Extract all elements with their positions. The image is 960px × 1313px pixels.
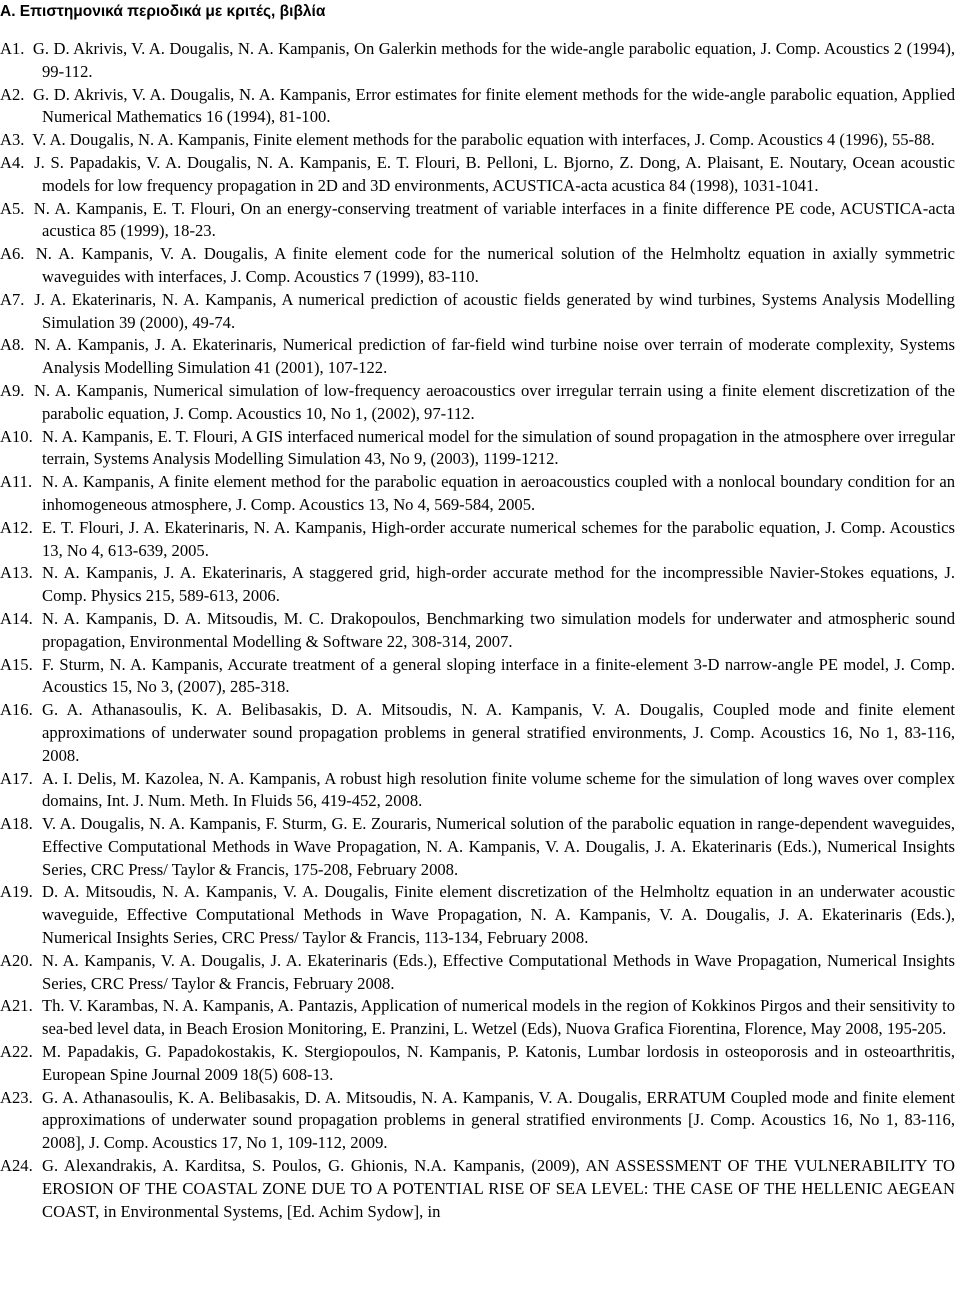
reference-number: A13.: [0, 563, 33, 583]
reference-number: A21.: [0, 996, 33, 1016]
reference-item: [0, 768, 955, 814]
reference-text: N. A. Kampanis, Numerical simulation of low-frequency aeroacoustics over irregular terrain using a finite element discretization of the parabolic equation, J. Comp. Acoustics 10, No 1, (2002), 97-112.: [33, 380, 955, 423]
reference-item: [0, 1087, 955, 1155]
reference-text: G. D. Akrivis, V. A. Dougalis, N. A. Kampanis, Error estimates for finite element methods for the wide-angle parabolic equation, Applied Numerical Mathematics 16 (1994), 81-100.: [33, 84, 955, 127]
reference-item: [0, 813, 955, 881]
reference-list: [0, 38, 955, 1223]
reference-text: N. A. Kampanis, J. A. Ekaterinaris, Numerical prediction of far-field wind turbine noise over terrain of moderate complexity, Systems Analysis Modelling Simulation 41 (2001), 107-122.: [34, 335, 955, 378]
reference-item: [0, 1155, 955, 1223]
reference-text: G. A. Athanasoulis, K. A. Belibasakis, D. A. Mitsoudis, N. A. Kampanis, V. A. Dougalis, ERRATUM Coupled mode and finite element approximations of underwater sound propagation problems in general stratified environments [J. Comp. Acoustics 16, No 1, 83-116, 2008], J. Comp. Acoustics 17, No 1, 109-112, 2009.: [42, 1087, 955, 1153]
reference-number: A5.: [0, 198, 25, 218]
reference-item: [0, 84, 955, 130]
reference-text: N. A. Kampanis, V. A. Dougalis, A finite element code for the numerical solution of the Helmholtz equation in axially symmetric waveguides with interfaces, J. Comp. Acoustics 7 (1999), 83-110.: [35, 244, 956, 286]
reference-number: A15.: [0, 654, 33, 674]
reference-text: N. A. Kampanis, A finite element method for the parabolic equation in aeroacoustics coupled with a nonlocal boundary condition for an inhomogeneous atmosphere, J. Comp. Acoustics 13, No 4, 569-584, 2005.: [42, 472, 955, 514]
reference-text: A. I. Delis, M. Kazolea, N. A. Kampanis, A robust high resolution finite volume scheme for the simulation of long waves over complex domains, Int. J. Num. Meth. In Fluids 56, 419-452, 2008.: [42, 768, 955, 811]
reference-number: A23.: [0, 1087, 33, 1107]
reference-text: J. S. Papadakis, V. A. Dougalis, N. A. Kampanis, E. T. Flouri, B. Pelloni, L. Bjorno, Z. Dong, A. Plaisant, E. Noutary, Ocean acoustic models for low frequency propagation in 2D and 3D environments, ACUSTICA-acta acustica 84 (1998), 1031-1041.: [34, 152, 955, 195]
reference-text: F. Sturm, N. A. Kampanis, Accurate treatment of a general sloping interface in a finite-element 3-D narrow-angle PE model, J. Comp. Acoustics 15, No 3, (2007), 285-318.: [42, 654, 955, 697]
reference-number: A16.: [0, 700, 33, 720]
reference-item: [0, 608, 955, 654]
reference-number: A18.: [0, 814, 33, 834]
reference-number: A6.: [0, 244, 25, 264]
reference-number: A7.: [0, 289, 25, 309]
reference-number: A22.: [0, 1042, 33, 1062]
reference-number: A10.: [0, 426, 33, 446]
reference-number: A24.: [0, 1156, 33, 1176]
reference-text: N. A. Kampanis, E. T. Flouri, A GIS interfaced numerical model for the simulation of sound propagation in the atmosphere over irregular terrain, Systems Analysis Modelling Simulation 43, No 9, (2003), 1199-1212.: [42, 426, 955, 469]
reference-item: [0, 152, 955, 198]
reference-item: [0, 517, 955, 563]
reference-item: [0, 562, 955, 608]
reference-item: [0, 881, 955, 949]
reference-text: N. A. Kampanis, E. T. Flouri, On an energy-conserving treatment of variable interfaces in a finite difference PE code, ACUSTICA-acta acustica 85 (1999), 18-23.: [33, 198, 955, 241]
reference-item: [0, 1041, 955, 1087]
reference-number: A9.: [0, 380, 25, 400]
reference-number: A19.: [0, 882, 33, 902]
reference-item: [0, 699, 955, 767]
reference-text: G. Alexandrakis, A. Karditsa, S. Poulos, G. Ghionis, N.A. Kampanis, (2009), AN ASSESSMENT OF THE VULNERABILITY TO EROSION OF THE COASTAL ZONE DUE TO A POTENTIAL RISE OF SEA LEVEL: THE CASE OF THE HELLENIC AEGEAN COAST, in Environmental Systems, [Ed. Achim Sydow], in: [42, 1156, 955, 1221]
reference-item: [0, 995, 955, 1041]
reference-text: M. Papadakis, G. Papadokostakis, K. Stergiopoulos, N. Kampanis, P. Katonis, Lumbar lordosis in osteoporosis and in osteoarthritis, European Spine Journal 2009 18(5) 608-13.: [42, 1042, 955, 1084]
reference-text: Th. V. Karambas, N. A. Kampanis, A. Pantazis, Application of numerical models in the region of Kokkinos Pirgos and their sensitivity to sea-bed level data, in Beach Erosion Monitoring, E. Pranzini, L. Wetzel (Eds), Nuova Grafica Fiorentina, Florence, May 2008, 195-205.: [42, 996, 955, 1039]
reference-item: [0, 334, 955, 380]
reference-number: A2.: [0, 84, 25, 104]
reference-number: A17.: [0, 768, 33, 788]
reference-item: [0, 129, 955, 152]
reference-number: A1.: [0, 39, 25, 58]
reference-item: [0, 38, 955, 84]
reference-item: [0, 380, 955, 426]
reference-number: A14.: [0, 608, 33, 628]
reference-text: J. A. Ekaterinaris, N. A. Kampanis, A numerical prediction of acoustic fields generated by wind turbines, Systems Analysis Modelling Simulation 39 (2000), 49-74.: [34, 289, 955, 332]
reference-text: N. A. Kampanis, V. A. Dougalis, J. A. Ekaterinaris (Eds.), Effective Computational Methods in Wave Propagation, Numerical Insights Series, CRC Press/ Taylor & Francis, February 2008.: [42, 950, 955, 993]
reference-text: N. A. Kampanis, D. A. Mitsoudis, M. C. Drakopoulos, Benchmarking two simulation models for underwater and atmospheric sound propagation, Environmental Modelling & Software 22, 308-314, 2007.: [42, 608, 955, 651]
reference-number: A12.: [0, 517, 33, 537]
reference-text: E. T. Flouri, J. A. Ekaterinaris, N. A. Kampanis, High-order accurate numerical schemes for the parabolic equation, J. Comp. Acoustics 13, No 4, 613-639, 2005.: [42, 517, 955, 560]
reference-number: A8.: [0, 335, 25, 355]
reference-number: A20.: [0, 950, 33, 970]
reference-text: V. A. Dougalis, N. A. Kampanis, F. Sturm, G. E. Zouraris, Numerical solution of the parabolic equation in range-dependent waveguides, Effective Computational Methods in Wave Propagation, N. A. Kampanis, V. A. Dougalis, J. A. Ekaterinaris (Eds.), Numerical Insights Series, CRC Press/ Taylor & Francis, 175-208, February 2008.: [42, 814, 955, 879]
reference-text: G. A. Athanasoulis, K. A. Belibasakis, D. A. Mitsoudis, N. A. Kampanis, V. A. Dougalis, Coupled mode and finite element approximations of underwater sound propagation problems in general stratified environments, J. Comp. Acoustics 16, No 1, 83-116, 2008.: [42, 700, 955, 765]
section-heading: Α. Επιστημονικά περιοδικά με κριτές, βιβλία: [0, 3, 326, 20]
reference-text: G. D. Akrivis, V. A. Dougalis, N. A. Kampanis, On Galerkin methods for the wide-angle parabolic equation, J. Comp. Acoustics 2 (1994), 99-112.: [32, 39, 955, 81]
reference-item: [0, 654, 955, 700]
reference-number: A4.: [0, 152, 25, 172]
reference-item: [0, 950, 955, 996]
reference-item: [0, 471, 955, 517]
reference-text: D. A. Mitsoudis, N. A. Kampanis, V. A. Dougalis, Finite element discretization of the Helmholtz equation in an underwater acoustic waveguide, Effective Computational Methods in Wave Propagation, N. A. Kampanis, V. A. Dougalis, J. A. Ekaterinaris (Eds.), Numerical Insights Series, CRC Press/ Taylor & Francis, 113-134, February 2008.: [42, 882, 955, 948]
reference-item: [0, 289, 955, 335]
reference-number: A11.: [0, 472, 33, 492]
reference-number: A3.: [0, 130, 25, 150]
reference-item: [0, 243, 955, 289]
reference-item: [0, 198, 955, 244]
reference-item: [0, 426, 955, 472]
reference-text: V. A. Dougalis, N. A. Kampanis, Finite element methods for the parabolic equation with interfaces, J. Comp. Acoustics 4 (1996), 55-88.: [32, 130, 935, 150]
reference-text: N. A. Kampanis, J. A. Ekaterinaris, A staggered grid, high-order accurate method for the incompressible Navier-Stokes equations, J. Comp. Physics 215, 589-613, 2006.: [42, 563, 955, 606]
